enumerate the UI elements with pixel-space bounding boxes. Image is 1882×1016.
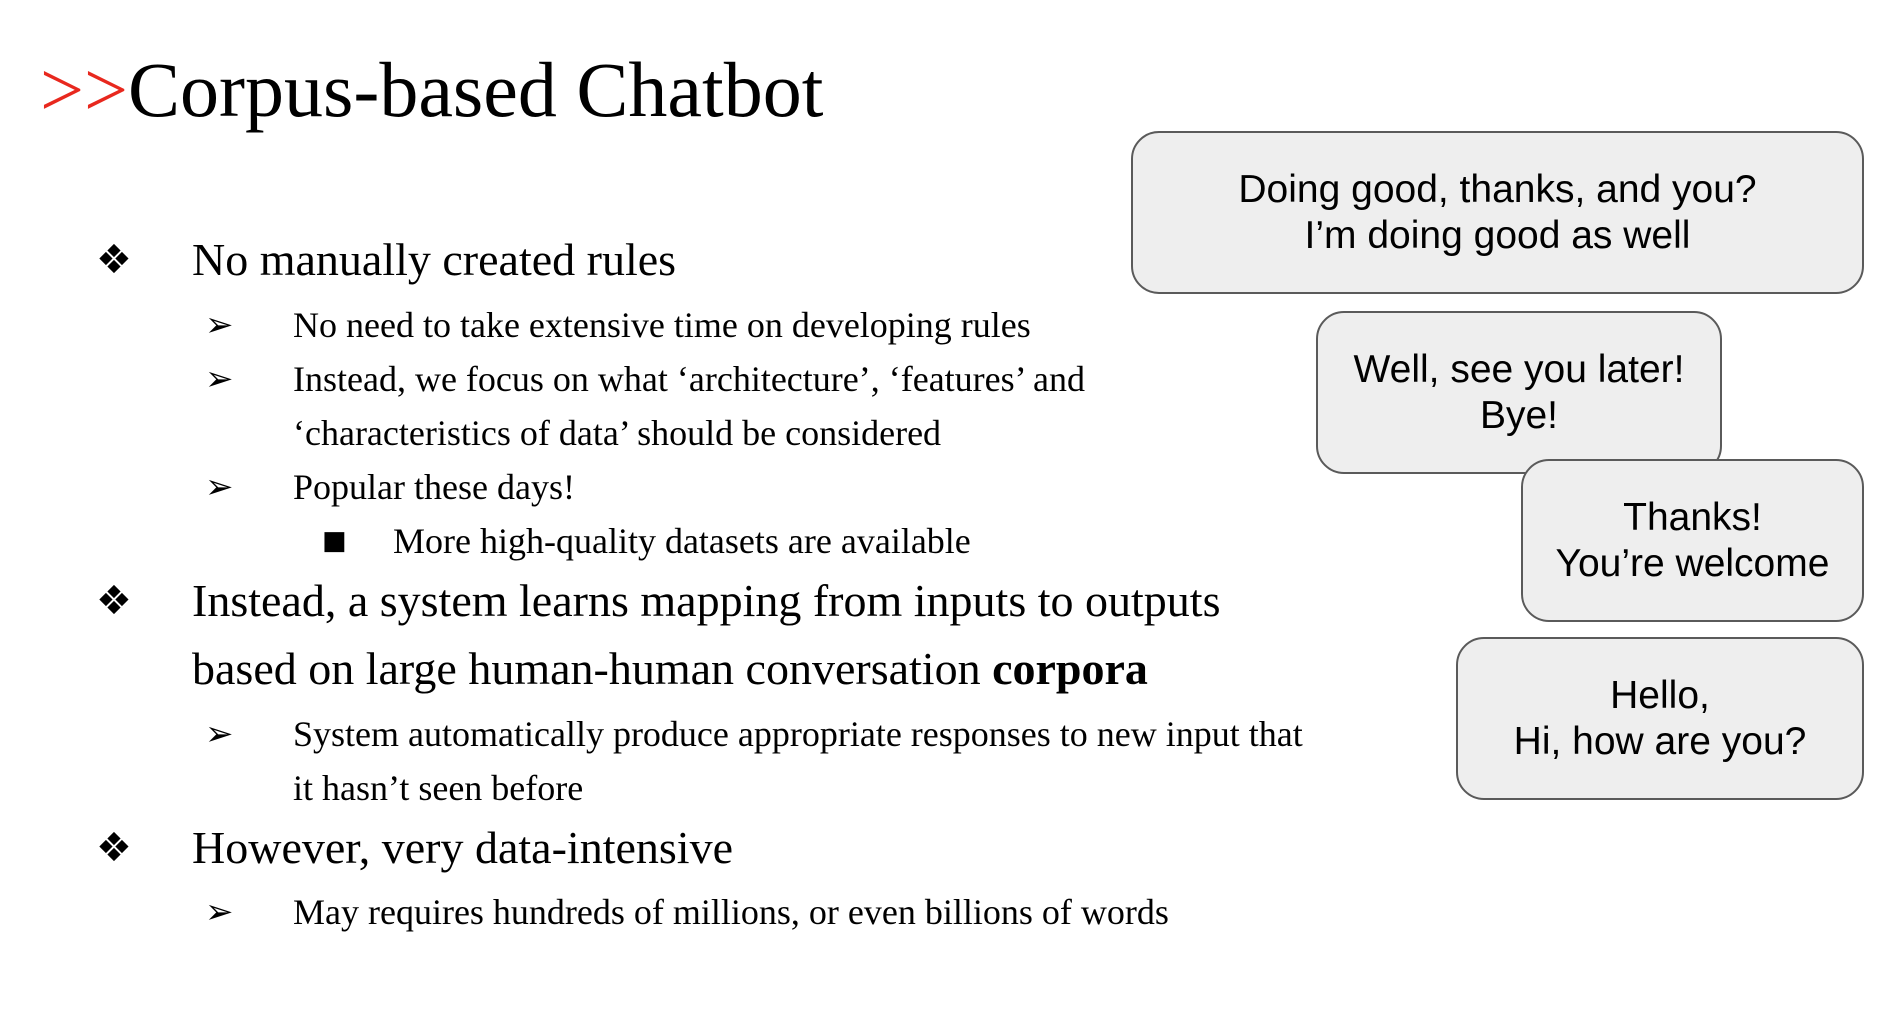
- sub-bullet-architecture-line2: ‘characteristics of data’ should be considered: [293, 413, 942, 453]
- sub-bullet-responses-line1: System automatically produce appropriate responses to new input that: [293, 714, 1303, 754]
- chat-bubble-line: Hi, how are you?: [1513, 719, 1807, 763]
- chat-bubble-line: Doing good, thanks, and you?: [1238, 167, 1757, 211]
- chat-bubble-line: Well, see you later!: [1353, 347, 1685, 391]
- sub-sub-bullet-square-icon: ■: [322, 526, 347, 556]
- chat-bubble: [1456, 637, 1864, 800]
- title-text: Corpus-based Chatbot: [127, 46, 824, 133]
- bullet-diamond-icon: ❖: [96, 578, 132, 624]
- sub-bullet-responses-line2: it hasn’t seen before: [293, 768, 584, 808]
- sub-bullet-arrow-icon: ➢: [205, 714, 234, 754]
- sub-sub-bullet-datasets: More high-quality datasets are available: [393, 521, 971, 561]
- sub-bullet-architecture-line1: Instead, we focus on what ‘architecture’, ‘features’ and: [293, 359, 1085, 399]
- corpora-bold-text: corpora: [992, 643, 1148, 694]
- chat-bubble: [1521, 459, 1864, 622]
- bullet-data-intensive: However, very data-intensive: [192, 822, 733, 873]
- sub-bullet-popular: Popular these days!: [293, 467, 575, 507]
- title-prefix: >>: [40, 46, 128, 133]
- chat-bubble-line: Bye!: [1479, 393, 1559, 437]
- chat-bubble-line: Thanks!: [1623, 495, 1762, 539]
- chat-bubble-line: You’re welcome: [1555, 541, 1830, 585]
- chat-bubble: [1316, 311, 1722, 474]
- chat-bubble-line: Hello,: [1610, 673, 1710, 717]
- bullet-system-learns-line2: [192, 641, 1148, 697]
- bullet-diamond-icon: ❖: [96, 237, 132, 283]
- slide-title: [40, 40, 823, 140]
- chat-bubble: [1131, 131, 1864, 294]
- bullet-no-manual-rules: No manually created rules: [192, 234, 677, 285]
- sub-bullet-no-need: No need to take extensive time on developing rules: [293, 305, 1031, 345]
- sub-bullet-arrow-icon: ➢: [205, 892, 234, 932]
- chat-bubble-line: I’m doing good as well: [1304, 213, 1691, 257]
- sub-bullet-arrow-icon: ➢: [205, 359, 234, 399]
- sub-bullet-arrow-icon: ➢: [205, 305, 234, 345]
- corpora-plain-text: based on large human-human conversation: [192, 643, 993, 694]
- sub-bullet-billions-words: May requires hundreds of millions, or even billions of words: [293, 892, 1169, 932]
- bullet-system-learns-line1: Instead, a system learns mapping from inputs to outputs: [192, 575, 1221, 626]
- bullet-diamond-icon: ❖: [96, 825, 132, 871]
- sub-bullet-arrow-icon: ➢: [205, 467, 234, 507]
